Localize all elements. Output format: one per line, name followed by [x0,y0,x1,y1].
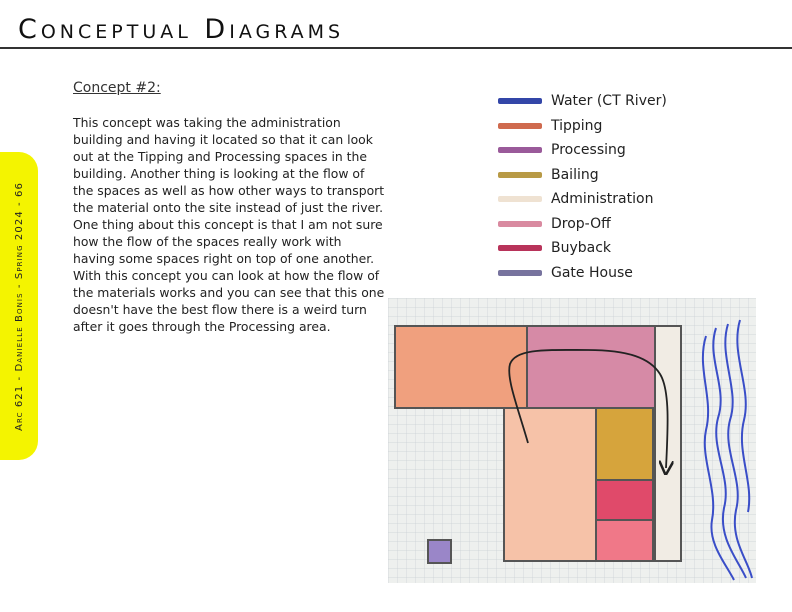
legend-label-processing: Processing [551,142,626,159]
legend-label-tipping: Tipping [551,117,603,134]
legend-item-tipping [498,114,738,139]
legend-swatch-processing [498,147,542,153]
page-title: Conceptual Diagrams [18,14,345,45]
concept-sketch [388,298,756,583]
legend-swatch-bailing [498,172,542,178]
legend-swatch-administration [498,196,542,202]
legend-label-bailing: Bailing [551,166,599,183]
side-tab-label-wrap [0,152,38,460]
legend-item-gate-house [498,261,738,286]
drop-off-area [596,520,653,561]
bailing-area [596,408,653,480]
legend-label-water: Water (CT River) [551,93,667,110]
legend-item-processing [498,138,738,163]
title-divider [0,47,792,49]
circulation-strip [655,326,681,561]
administration-area [504,408,596,561]
legend-label-gate-house: Gate House [551,264,633,281]
legend-item-water [498,89,738,114]
buyback-area [596,480,653,520]
legend [498,89,738,285]
legend-label-drop-off: Drop-Off [551,215,611,232]
legend-item-bailing [498,163,738,188]
side-tab-label: Arc 621 - Danielle Bonis - Spring 2024 - 66 [13,181,25,431]
gate-house [428,540,451,563]
legend-swatch-tipping [498,123,542,129]
legend-swatch-buyback [498,245,542,251]
concept-description: This concept was taking the administration building and having it located so that it can look out at the Tipping and Processing spaces in the building. Another thing is looking at the flow of the spaces as well as how other ways to transport the material onto the site instead of just the river. One thing about this concept is that I am not sure how the flow of the spaces really work with having some spaces right on top of one another. With this concept you can look at how the flow of the materials works and you can see that this one doesn't have the best flow there is a weird turn after it goes through the Processing area. [73,115,385,334]
concept-heading: Concept #2: [73,80,161,96]
legend-swatch-water [498,98,542,104]
legend-item-administration [498,187,738,212]
processing-area [527,326,655,408]
legend-item-drop-off [498,212,738,237]
legend-item-buyback [498,236,738,261]
legend-swatch-gate-house [498,270,542,276]
legend-label-administration: Administration [551,191,654,208]
legend-label-buyback: Buyback [551,240,612,257]
legend-swatch-drop-off [498,221,542,227]
tipping-area [395,326,527,408]
